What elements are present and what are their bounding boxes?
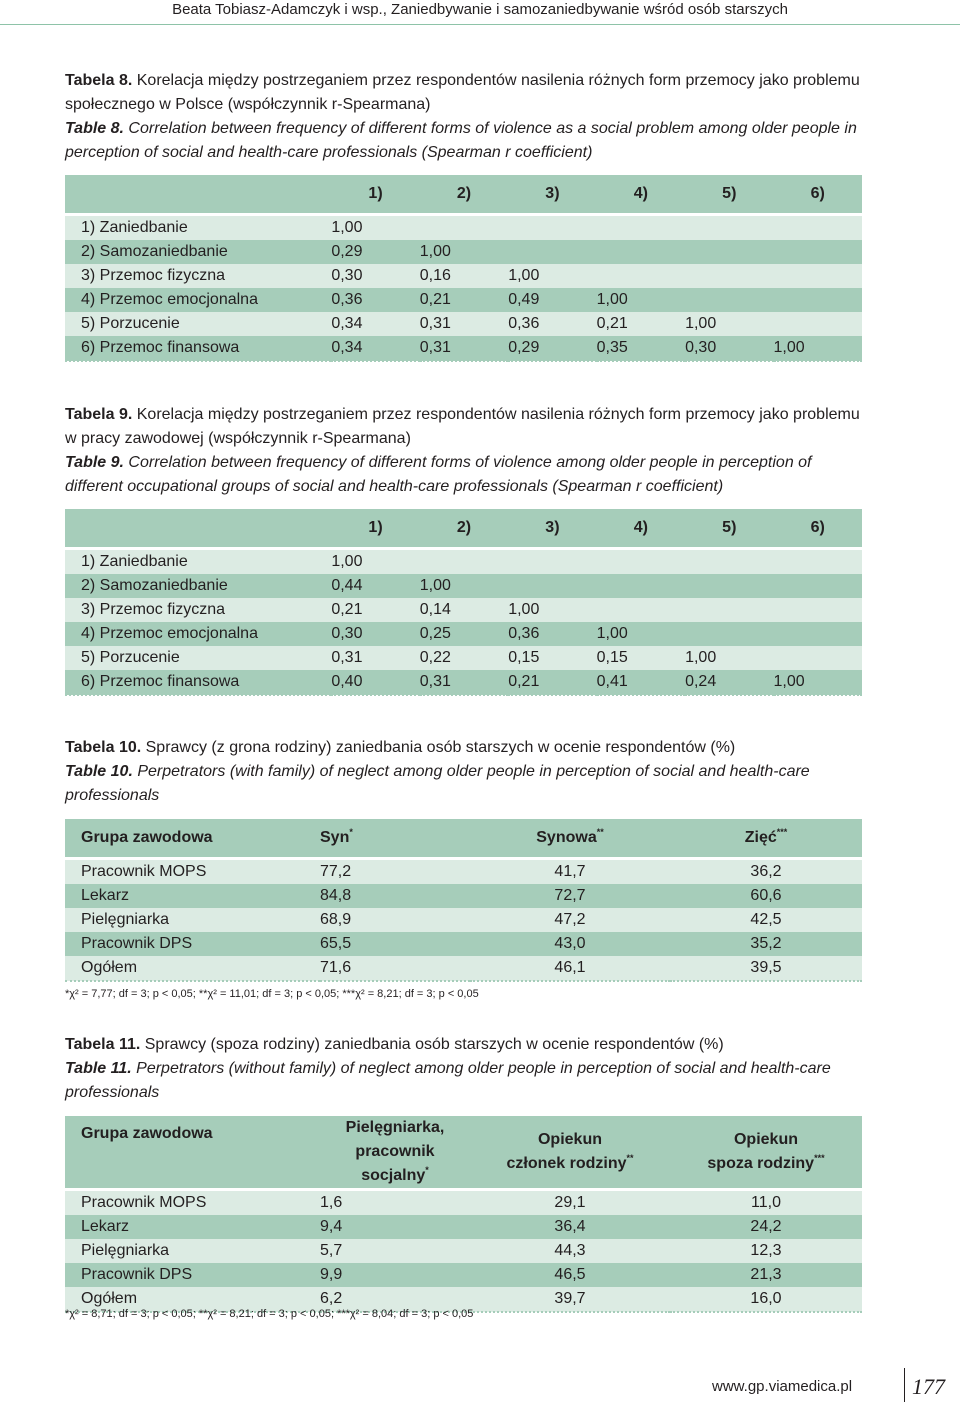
table-cell: 0,21 xyxy=(420,288,508,312)
table-cell: 9,4 xyxy=(320,1215,470,1239)
table-cell: 0,31 xyxy=(420,670,508,695)
table-cell: 39,5 xyxy=(670,956,862,981)
table8-col-4: 4) xyxy=(597,175,685,213)
table-cell: 0,16 xyxy=(420,264,508,288)
table-cell: 0,15 xyxy=(508,646,596,670)
table-cell: 1,00 xyxy=(331,216,419,240)
table-cell xyxy=(774,216,862,240)
table10-col-synowa: Synowa** xyxy=(470,819,670,857)
table-cell: 1,00 xyxy=(685,312,773,336)
table-cell: 1,6 xyxy=(320,1191,470,1215)
table-cell: 71,6 xyxy=(320,956,470,981)
table9-col-3: 3) xyxy=(508,509,596,547)
page-number: 177 xyxy=(912,1374,945,1399)
table-cell: 0,36 xyxy=(508,312,596,336)
table10-en-text: Perpetrators (with family) of neglect among older people in perception of social and health-care professionals xyxy=(65,763,810,804)
table-cell xyxy=(685,264,773,288)
table-cell: 0,40 xyxy=(331,670,419,695)
table-cell: 0,30 xyxy=(331,264,419,288)
table-cell xyxy=(685,574,773,598)
table11 xyxy=(65,1116,862,1313)
table-cell xyxy=(597,574,685,598)
table-cell: 65,5 xyxy=(320,932,470,956)
table-cell: 0,21 xyxy=(331,598,419,622)
table9-col-6: 6) xyxy=(774,509,862,547)
table-cell: 12,3 xyxy=(670,1239,862,1263)
running-header xyxy=(0,0,960,25)
table-cell: 72,7 xyxy=(470,884,670,908)
table8-col-6: 6) xyxy=(774,175,862,213)
row-label: 4) Przemoc emocjonalna xyxy=(65,622,331,646)
table-cell: 1,00 xyxy=(597,622,685,646)
table10-col-group: Grupa zawodowa xyxy=(65,819,320,857)
table10-footnote: *χ² = 7,77; df = 3; p < 0,05; **χ² = 11,01; df = 3; p < 0,05; ***χ² = 8,21; df = 3; p < 0,05 xyxy=(65,988,479,1000)
row-label: 4) Przemoc emocjonalna xyxy=(65,288,331,312)
row-label: Pracownik MOPS xyxy=(65,1191,320,1215)
footer-divider xyxy=(904,1368,905,1402)
table-cell: 1,00 xyxy=(508,598,596,622)
table8-col-1: 1) xyxy=(331,175,419,213)
table8-pl-label: Tabela 8. xyxy=(65,72,133,89)
table8-header-row xyxy=(65,175,862,213)
table-row xyxy=(65,646,862,670)
row-label: Pracownik DPS xyxy=(65,1263,320,1287)
table-cell: 6,2 xyxy=(320,1287,470,1312)
table-cell: 0,22 xyxy=(420,646,508,670)
table-cell: 84,8 xyxy=(320,884,470,908)
table-cell: 0,31 xyxy=(420,336,508,361)
table11-col-external-carer: Opiekun spoza rodziny*** xyxy=(670,1116,862,1188)
table9-col-2: 2) xyxy=(420,509,508,547)
table-cell xyxy=(774,598,862,622)
table-cell xyxy=(597,240,685,264)
row-label: Ogółem xyxy=(65,1287,320,1312)
table-cell: 0,49 xyxy=(508,288,596,312)
table11-header-row xyxy=(65,1116,862,1188)
table-row xyxy=(65,1215,862,1239)
table11-pl-text: Sprawcy (spoza rodziny) zaniedbania osób starszych w ocenie respondentów (%) xyxy=(140,1036,724,1053)
table-cell xyxy=(774,574,862,598)
table10-pl-label: Tabela 10. xyxy=(65,739,142,756)
table9 xyxy=(65,509,862,696)
row-label: 2) Samozaniedbanie xyxy=(65,240,331,264)
row-label: 6) Przemoc finansowa xyxy=(65,670,331,695)
table-cell: 0,14 xyxy=(420,598,508,622)
table-cell: 1,00 xyxy=(420,240,508,264)
table-cell: 0,34 xyxy=(331,336,419,361)
table-cell: 0,36 xyxy=(331,288,419,312)
footer-url: www.gp.viamedica.pl xyxy=(712,1378,853,1395)
table-cell: 11,0 xyxy=(670,1191,862,1215)
row-label: Pielęgniarka xyxy=(65,1239,320,1263)
row-label: Ogółem xyxy=(65,956,320,981)
table11-en-label: Table 11. xyxy=(65,1060,132,1077)
table-cell: 9,9 xyxy=(320,1263,470,1287)
table-cell: 1,00 xyxy=(774,336,862,361)
row-label: 1) Zaniedbanie xyxy=(65,216,331,240)
table9-col-5: 5) xyxy=(685,509,773,547)
table-row xyxy=(65,264,862,288)
table-cell: 68,9 xyxy=(320,908,470,932)
table-cell: 0,25 xyxy=(420,622,508,646)
table9-pl-label: Tabela 9. xyxy=(65,406,133,423)
table8-en-text: Correlation between frequency of different forms of violence as a social problem among older people in perception of social and health-care professionals (Spearman r coefficient) xyxy=(65,120,857,161)
table-cell: 0,15 xyxy=(597,646,685,670)
table-cell: 35,2 xyxy=(670,932,862,956)
table-cell xyxy=(597,550,685,574)
table11-col-group: Grupa zawodowa xyxy=(65,1116,320,1188)
table-cell: 0,36 xyxy=(508,622,596,646)
table-row xyxy=(65,336,862,361)
table-cell: 1,00 xyxy=(597,288,685,312)
table8-col-5: 5) xyxy=(685,175,773,213)
table11-caption xyxy=(65,1033,865,1105)
table-cell: 1,00 xyxy=(685,646,773,670)
table-cell: 42,5 xyxy=(670,908,862,932)
table-cell: 0,41 xyxy=(597,670,685,695)
row-label: 2) Samozaniedbanie xyxy=(65,574,331,598)
table-cell xyxy=(685,598,773,622)
table9-pl-text: Korelacja między postrzeganiem przez respondentów nasilenia różnych form przemocy jako problemu w pracy zawodowej (współczynnik r-Spearmana) xyxy=(65,406,860,447)
table-cell: 0,30 xyxy=(331,622,419,646)
table10-col-syn: Syn* xyxy=(320,819,470,857)
table11-en-text: Perpetrators (without family) of neglect among older people in perception of social and health-care professionals xyxy=(65,1060,831,1101)
row-label: 5) Porzucenie xyxy=(65,312,331,336)
table8-col-3: 3) xyxy=(508,175,596,213)
table9-en-text: Correlation between frequency of different forms of violence among older people in perception of different occupational groups of social and health-care professionals (Spearman r coefficient) xyxy=(65,454,812,495)
row-label: 3) Przemoc fizyczna xyxy=(65,598,331,622)
row-label: Pracownik MOPS xyxy=(65,860,320,884)
table-row xyxy=(65,622,862,646)
table-cell: 1,00 xyxy=(331,550,419,574)
row-label: 6) Przemoc finansowa xyxy=(65,336,331,361)
table-cell: 24,2 xyxy=(670,1215,862,1239)
table-cell: 0,24 xyxy=(685,670,773,695)
table9-col-1: 1) xyxy=(331,509,419,547)
table9-en-label: Table 9. xyxy=(65,454,124,471)
table11-pl-label: Tabela 11. xyxy=(65,1036,141,1053)
table-row xyxy=(65,884,862,908)
table8-col-2: 2) xyxy=(420,175,508,213)
table10 xyxy=(65,819,862,982)
table9-header-row xyxy=(65,509,862,547)
table-cell: 47,2 xyxy=(470,908,670,932)
table-cell xyxy=(774,550,862,574)
table-row xyxy=(65,574,862,598)
table-row xyxy=(65,240,862,264)
table-cell: 5,7 xyxy=(320,1239,470,1263)
table-cell: 46,5 xyxy=(470,1263,670,1287)
table11-col-nurse-social: Pielęgniarka, pracownik socjalny* xyxy=(320,1116,470,1188)
table-cell xyxy=(685,240,773,264)
table-cell: 0,21 xyxy=(508,670,596,695)
table11-col-family-carer: Opiekun członek rodziny** xyxy=(470,1116,670,1188)
table-cell xyxy=(774,240,862,264)
table-cell: 77,2 xyxy=(320,860,470,884)
table-row xyxy=(65,860,862,884)
table-cell: 16,0 xyxy=(670,1287,862,1312)
row-label: 3) Przemoc fizyczna xyxy=(65,264,331,288)
table-row xyxy=(65,956,862,981)
table-cell xyxy=(685,622,773,646)
table-row xyxy=(65,908,862,932)
table-row xyxy=(65,598,862,622)
running-title: Beata Tobiasz-Adamczyk i wsp., Zaniedbywanie i samozaniedbywanie wśród osób starszych xyxy=(172,1,788,18)
table-cell xyxy=(420,216,508,240)
table-cell: 0,34 xyxy=(331,312,419,336)
row-label: Pielęgniarka xyxy=(65,908,320,932)
table-cell xyxy=(597,264,685,288)
table-cell xyxy=(774,264,862,288)
table10-en-label: Table 10. xyxy=(65,763,133,780)
table-cell: 41,7 xyxy=(470,860,670,884)
table-cell: 36,4 xyxy=(470,1215,670,1239)
table-row xyxy=(65,216,862,240)
table-row xyxy=(65,1263,862,1287)
table-row xyxy=(65,1239,862,1263)
table-cell: 1,00 xyxy=(420,574,508,598)
table-row xyxy=(65,312,862,336)
table-row xyxy=(65,550,862,574)
table-cell: 39,7 xyxy=(470,1287,670,1312)
table-cell xyxy=(597,216,685,240)
table-cell: 1,00 xyxy=(508,264,596,288)
table-cell xyxy=(774,312,862,336)
row-label: Pracownik DPS xyxy=(65,932,320,956)
table-row xyxy=(65,1191,862,1215)
table-cell xyxy=(685,288,773,312)
table-cell xyxy=(508,216,596,240)
table8-en-label: Table 8. xyxy=(65,120,124,137)
table8 xyxy=(65,175,862,362)
table-cell xyxy=(508,574,596,598)
table-cell xyxy=(597,598,685,622)
table-cell: 1,00 xyxy=(774,670,862,695)
table-cell: 21,3 xyxy=(670,1263,862,1287)
table-cell xyxy=(685,216,773,240)
table-cell xyxy=(685,550,773,574)
row-label: Lekarz xyxy=(65,884,320,908)
table9-col-4: 4) xyxy=(597,509,685,547)
table8-pl-text: Korelacja między postrzeganiem przez respondentów nasilenia różnych form przemocy jako problemu społecznego w Polsce (współczynnik r-Spearmana) xyxy=(65,72,860,113)
table-cell xyxy=(508,550,596,574)
table-cell xyxy=(420,550,508,574)
table-cell: 0,35 xyxy=(597,336,685,361)
table10-caption xyxy=(65,736,865,808)
row-label: 1) Zaniedbanie xyxy=(65,550,331,574)
table-cell xyxy=(774,288,862,312)
table-cell: 36,2 xyxy=(670,860,862,884)
table-cell xyxy=(508,240,596,264)
table-cell: 0,44 xyxy=(331,574,419,598)
table11-footnote: *χ² = 8,71; df = 3; p < 0,05; **χ² = 8,21; df = 3; p < 0,05; ***χ² = 8,04; df = 3; p < 0,05 xyxy=(65,1308,474,1320)
table9-caption xyxy=(65,403,865,499)
table-cell: 0,30 xyxy=(685,336,773,361)
table-row xyxy=(65,670,862,695)
table-cell: 44,3 xyxy=(470,1239,670,1263)
table-cell xyxy=(774,646,862,670)
table-row xyxy=(65,288,862,312)
table-cell: 60,6 xyxy=(670,884,862,908)
table8-caption xyxy=(65,69,865,165)
table-cell: 0,31 xyxy=(331,646,419,670)
table10-col-ziec: Zięć*** xyxy=(670,819,862,857)
table-cell xyxy=(774,622,862,646)
table-row xyxy=(65,932,862,956)
table-cell: 29,1 xyxy=(470,1191,670,1215)
table-cell: 0,21 xyxy=(597,312,685,336)
row-label: 5) Porzucenie xyxy=(65,646,331,670)
table-cell: 0,31 xyxy=(420,312,508,336)
table-cell: 0,29 xyxy=(331,240,419,264)
header-divider xyxy=(0,24,960,25)
table-cell: 43,0 xyxy=(470,932,670,956)
table-cell: 46,1 xyxy=(470,956,670,981)
table-cell: 0,29 xyxy=(508,336,596,361)
table10-header-row xyxy=(65,819,862,857)
row-label: Lekarz xyxy=(65,1215,320,1239)
table10-pl-text: Sprawcy (z grona rodziny) zaniedbania osób starszych w ocenie respondentów (%) xyxy=(141,739,736,756)
